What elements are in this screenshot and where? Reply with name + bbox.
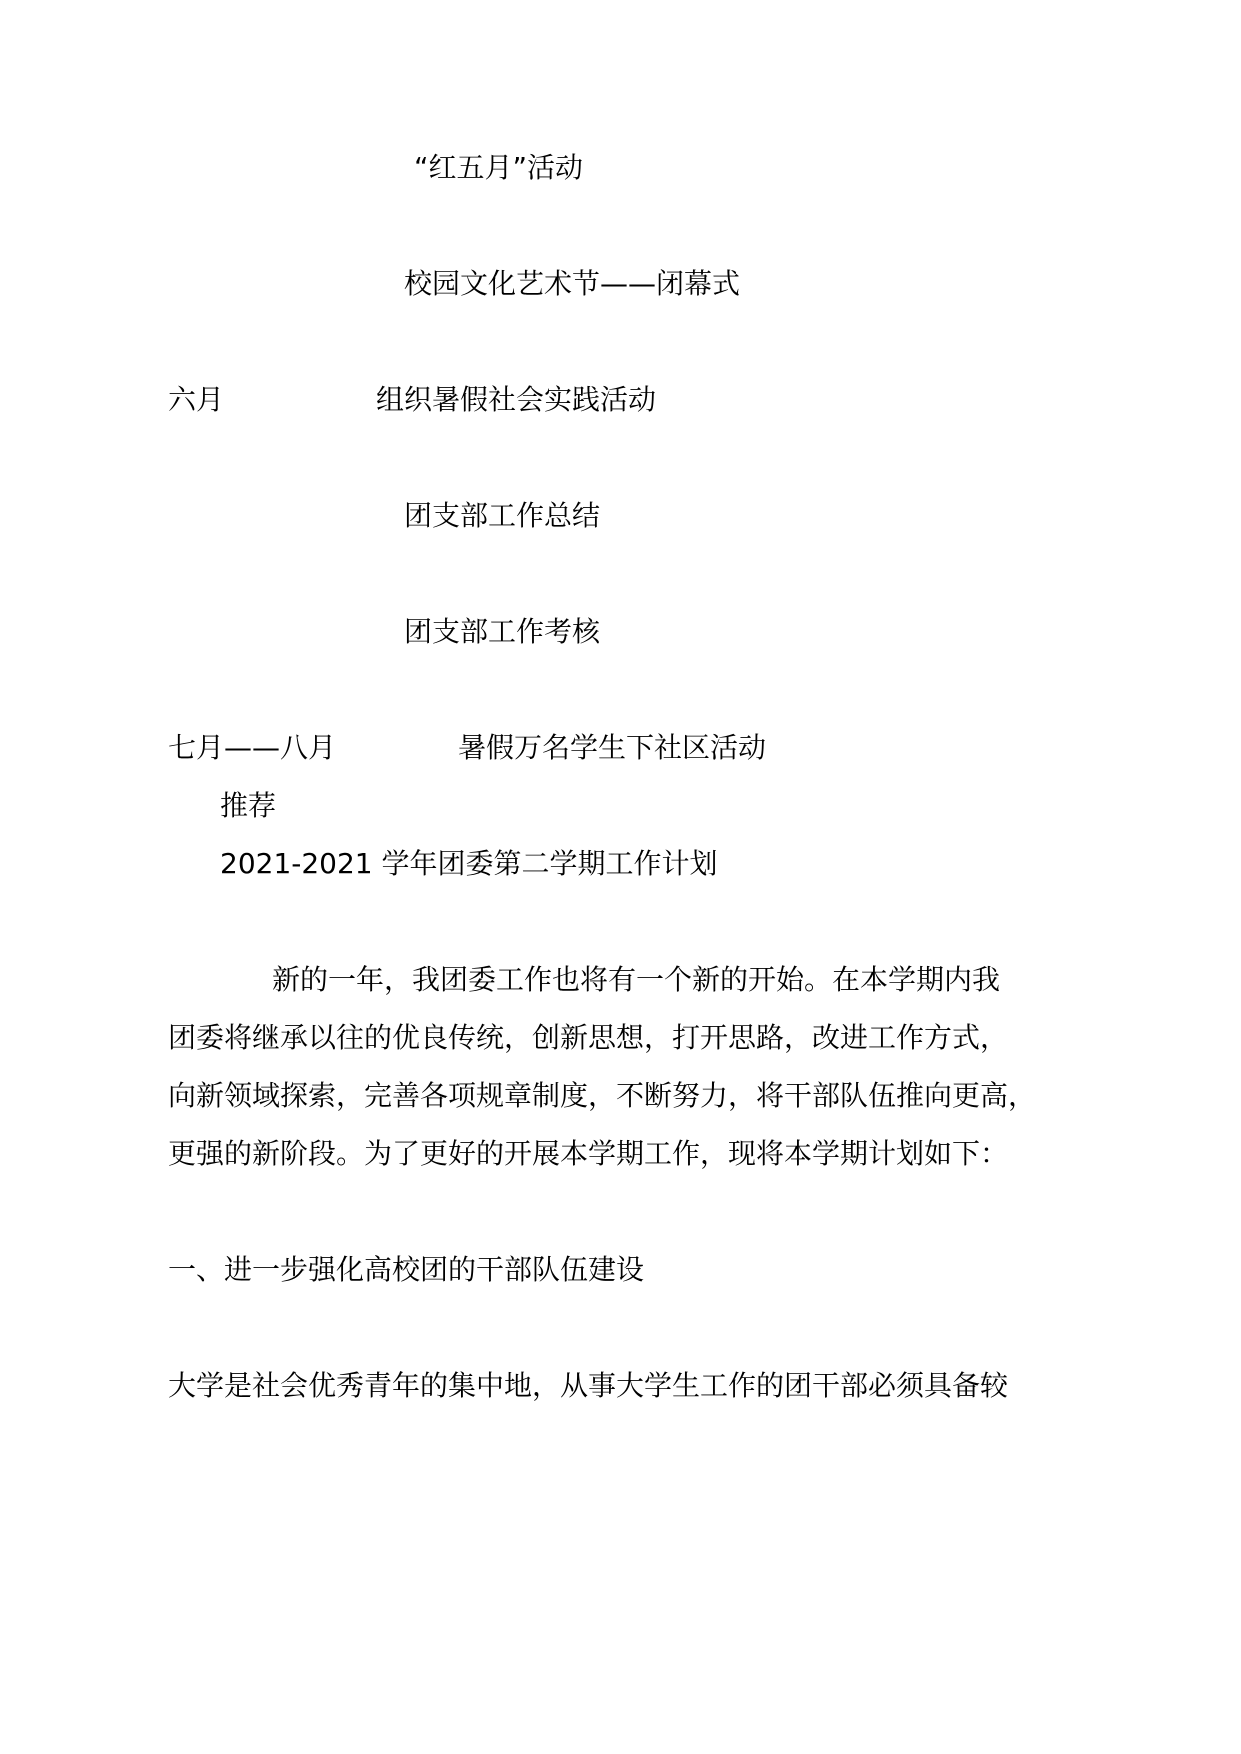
section-heading: 一、进一步强化高校团的干部队伍建设: [168, 1253, 645, 1286]
intro-line-2: 团委将继承以往的优良传统，创新思想，打开思路，改进工作方式，: [168, 1021, 1009, 1054]
section-body-line-1: 大学是社会优秀青年的集中地，从事大学生工作的团干部必须具备较: [168, 1369, 1009, 1402]
june-item-1: 组织暑假社会实践活动: [376, 383, 657, 416]
recommend-label: 推荐: [220, 789, 277, 822]
june-item-2: 团支部工作总结: [404, 499, 601, 532]
intro-line-3: 向新领域探索，完善各项规章制度，不断努力，将干部队伍推向更高，: [168, 1079, 1037, 1112]
may-item-2: 校园文化艺术节——闭幕式: [404, 267, 741, 300]
jul-aug-item-1: 暑假万名学生下社区活动: [458, 731, 767, 764]
jul-aug-label: 七月——八月: [168, 731, 337, 764]
document-title: 2021-2021 学年团委第二学期工作计划: [220, 847, 718, 880]
may-item-1: “红五月”活动: [414, 151, 584, 184]
intro-line-1: 新的一年，我团委工作也将有一个新的开始。在本学期内我: [272, 963, 1001, 996]
june-item-3: 团支部工作考核: [404, 615, 601, 648]
intro-line-4: 更强的新阶段。为了更好的开展本学期工作，现将本学期计划如下：: [168, 1137, 1009, 1170]
june-label: 六月: [168, 383, 225, 416]
